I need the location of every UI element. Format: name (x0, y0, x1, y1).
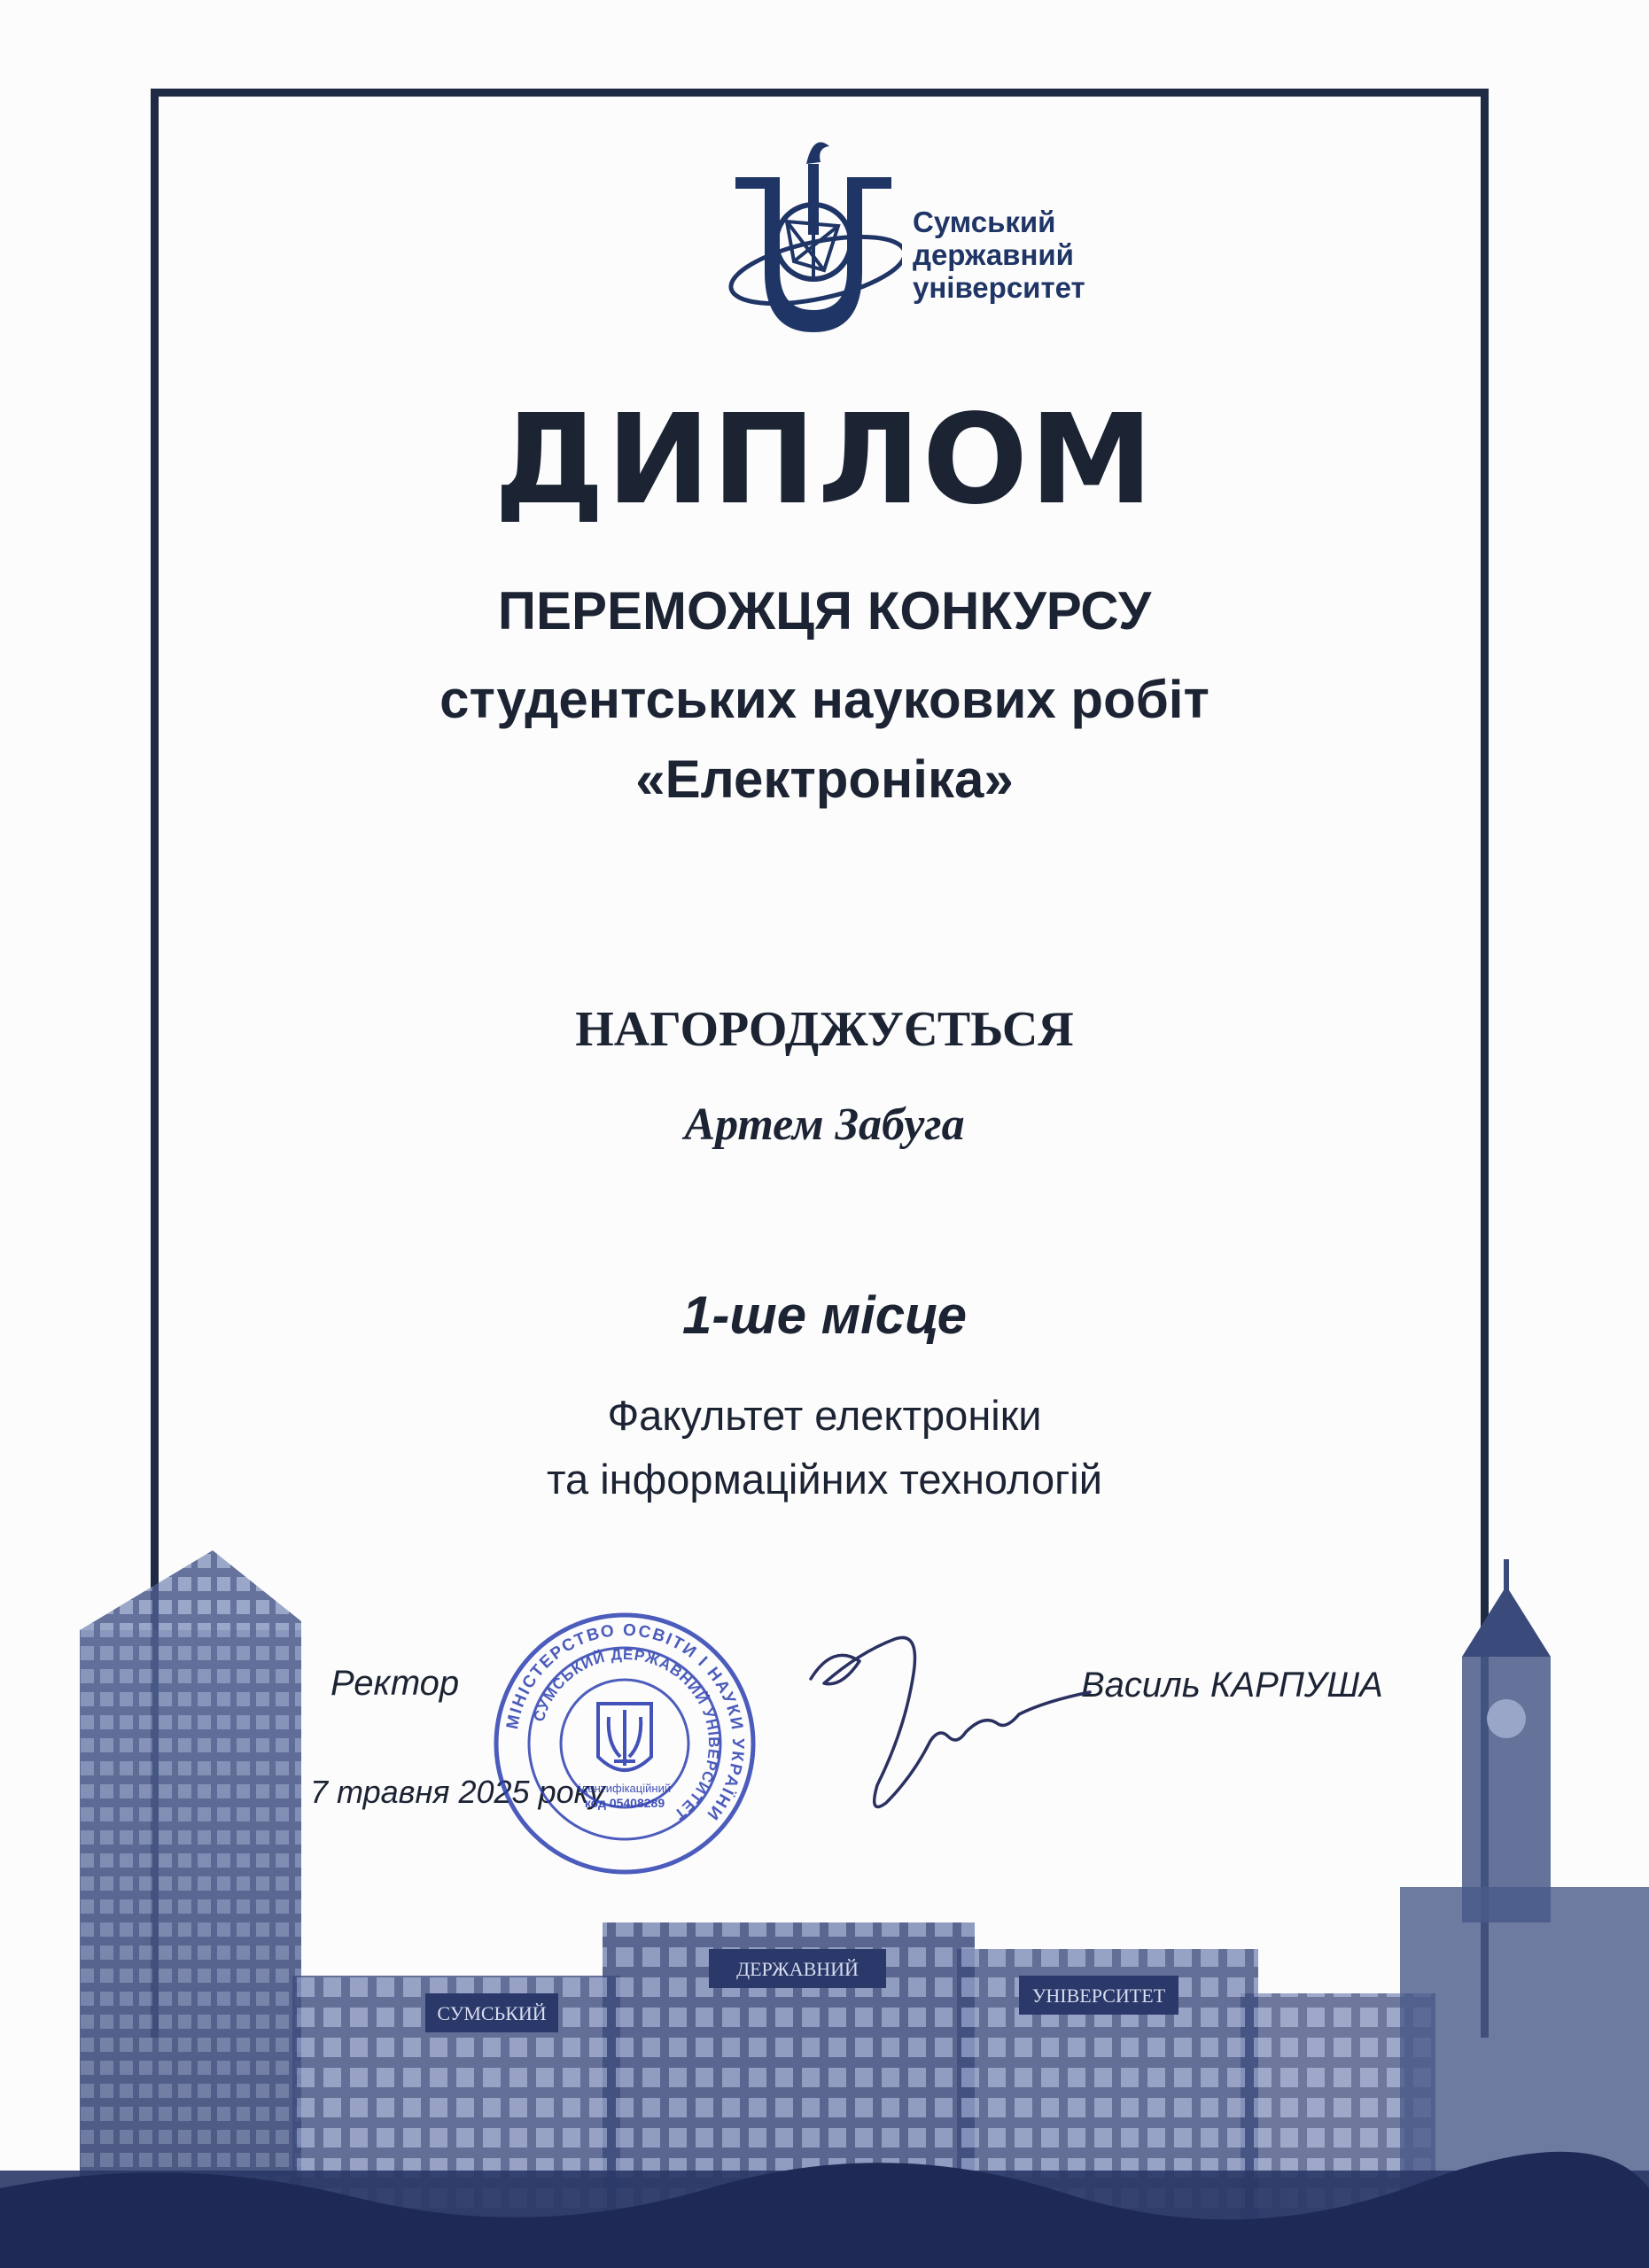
issue-date: 7 травня 2025 року (310, 1774, 605, 1810)
building-sign-1: СУМСЬКИЙ (437, 2002, 547, 2024)
diploma-title: ДИПЛОМ (494, 388, 1155, 532)
university-name-line2: державний (913, 238, 1074, 271)
subtitle-line3: «Електроніка» (635, 750, 1014, 809)
university-name (913, 206, 1085, 304)
stamp-code: код 05408289 (584, 1796, 665, 1810)
rector-label: Ректор (331, 1664, 460, 1703)
building-sign-2: ДЕРЖАВНИЙ (736, 1958, 859, 1980)
place-label: 1-ше місце (681, 1285, 967, 1345)
subtitle-line1: ПЕРЕМОЖЦЯ КОНКУРСУ (497, 581, 1152, 641)
faculty-line2: та інформаційних технологій (547, 1456, 1102, 1503)
stamp-id-label: ідентифікаційний (578, 1782, 672, 1795)
rector-name: Василь КАРПУША (1081, 1666, 1383, 1705)
stamp-inner-text: СУМСЬКИЙ ДЕРЖАВНИЙ УНІВЕРСИТЕТ (530, 1645, 723, 1824)
building-sign-3: УНІВЕРСИТЕТ (1031, 1984, 1166, 2007)
awarded-label: НАГОРОДЖУЄТЬСЯ (575, 1002, 1074, 1057)
rector-signature-icon (806, 1626, 1099, 1829)
recipient-name: Артем Забуга (684, 1099, 965, 1150)
subtitle-line2: студентських наукових робіт (439, 670, 1210, 729)
stamp-outer-text: МІНІСТЕРСТВО ОСВІТИ І НАУКИ УКРАЇНИ (502, 1620, 748, 1825)
faculty-line1: Факультет електроніки (607, 1392, 1042, 1439)
university-name-line3: університет (913, 271, 1085, 304)
university-name-line1: Сумський (913, 206, 1056, 238)
university-logo-icon (725, 137, 902, 350)
official-stamp-icon (492, 1611, 758, 1876)
